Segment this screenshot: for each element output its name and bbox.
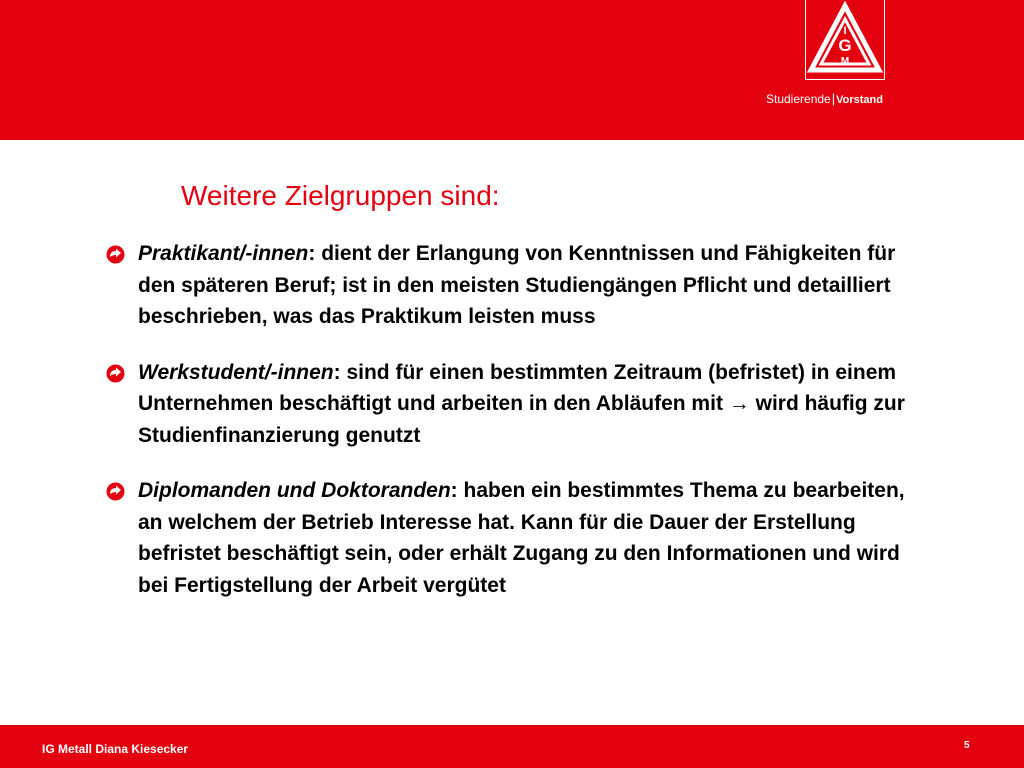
bullet-item [105, 357, 905, 452]
bullet-term: Werkstudent/-innen [138, 360, 334, 384]
curved-arrow-right-icon [105, 244, 126, 265]
bullet-text: : haben ein bestimmtes Thema zu bearbeiten, an welchem der Betrieb Interesse hat. Kann für die Dauer der Erstellung befristet beschäftigt sein, oder erhält Zugang zu den Informationen und wird bei Fertigstellung der Arbeit vergütet [138, 479, 905, 597]
bullet-text: : dient der Erlangung von Kenntnissen und Fähigkeiten für den späteren Beruf; ist in den meisten Studiengängen Pflicht und detailliert beschrieben, was das Praktikum leisten muss [138, 242, 896, 328]
curved-arrow-right-icon [105, 363, 126, 384]
slide-title: Weitere Zielgruppen sind: [181, 180, 500, 211]
label-separator: | [831, 91, 836, 106]
header-bar [0, 0, 1024, 140]
igm-triangle-logo-icon [806, 0, 884, 78]
org-label: Studierende [766, 92, 831, 106]
svg-text:I: I [843, 25, 847, 37]
bullet-term: Praktikant/-innen [138, 242, 309, 265]
igm-logo [805, 0, 885, 80]
curved-arrow-right-icon [105, 481, 126, 502]
bullet-list [105, 238, 905, 601]
bullet-text: : sind für einen bestimmten Zeitraum (befristet) in einem Unternehmen beschäftigt und arbeiten in den Abläufen mit → wird häufig zur Studienfinanzierung genutzt [138, 360, 905, 447]
svg-text:M: M [840, 56, 850, 67]
page-number: 5 [964, 740, 970, 751]
board-label: Vorstand [836, 94, 883, 106]
footer-bar [0, 725, 1024, 768]
bullet-term: Diplomanden und Doktoranden [138, 479, 451, 502]
svg-text:G: G [838, 36, 852, 55]
footer-author: IG Metall Diana Kiesecker [42, 742, 189, 756]
bullet-item [105, 238, 905, 333]
bullet-item [105, 475, 905, 601]
header-label [766, 90, 883, 108]
